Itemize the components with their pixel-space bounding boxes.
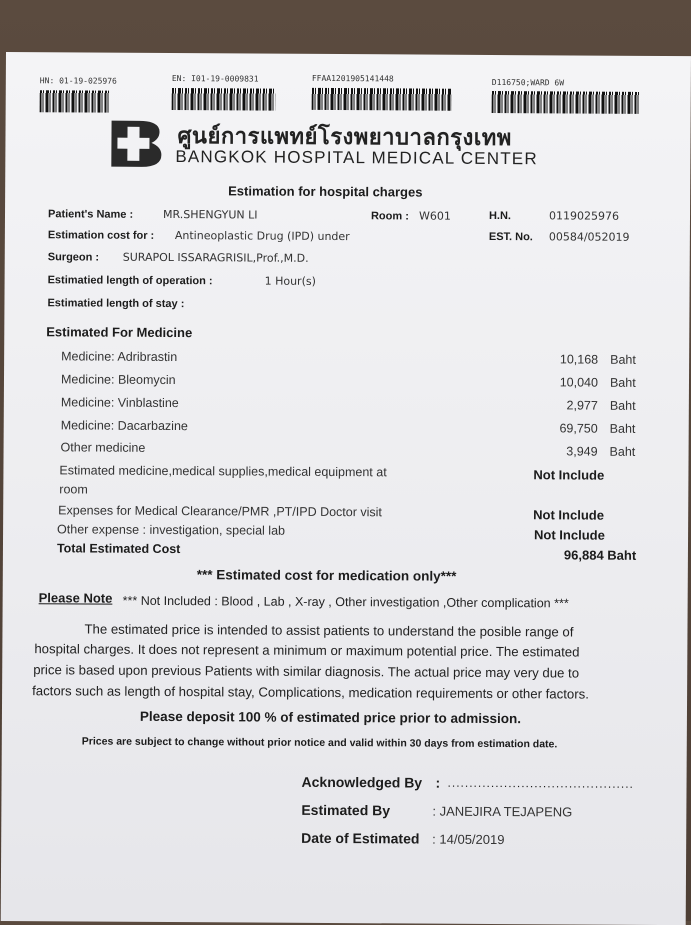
room-label: Room : — [370, 210, 409, 223]
medicine-item-label: Other medicine — [60, 440, 146, 455]
disclaimer-line: factors such as length of hospital stay, Complications, medication requirements or other factors. — [32, 683, 589, 702]
disclaimer-line: hospital charges. It does not represent a minimum or maximum potential price. The estimated — [34, 641, 580, 660]
deposit-notice: Please deposit 100 % of estimated price prior to admission. — [139, 708, 522, 727]
note-not-included: *** Not Included : Blood , Lab , X-ray , Other investigation ,Other complication *** — [122, 593, 569, 611]
medicine-item-unit: Baht — [610, 352, 636, 367]
estimated-by-label: Estimated By — [301, 801, 391, 819]
medicine-item-label: Medicine: Bleomycin — [60, 372, 176, 388]
medicine-item-label: Medicine: Vinblastine — [60, 395, 179, 411]
barcode-en-label: EN: I01-19-0009831 — [171, 74, 259, 84]
hospital-name-english: BANGKOK HOSPITAL MEDICAL CENTER — [175, 147, 538, 169]
hospital-logo-icon — [109, 117, 165, 169]
barcode-ward — [492, 91, 640, 114]
surgeon-value: SURAPOL ISSARAGRISIL,Prof.,M.D. — [122, 250, 309, 265]
medicine-item-amount: 10,040 — [559, 375, 599, 390]
medicine-item-amount: 3,949 — [566, 444, 598, 459]
barcode-hn-label: HN: 01-19-025976 — [39, 76, 117, 86]
estimate-document — [1, 52, 691, 925]
note-title: Please Note — [38, 590, 113, 606]
supplies-value: Not Include — [533, 467, 605, 483]
medicine-item-unit: Baht — [609, 398, 636, 413]
barcode-hn — [40, 90, 110, 112]
hn-value: 0119025976 — [548, 209, 620, 223]
estimated-by-value: : JANEJIRA TEJAPENG — [432, 803, 573, 820]
est-no-value: 00584/052019 — [548, 230, 630, 244]
prices-notice: Prices are subject to change without prior notice and valid within 30 days from estimation date. — [81, 735, 558, 751]
operation-length-value: 1 Hour(s) — [264, 274, 316, 288]
date-estimated-label: Date of Estimated — [301, 829, 420, 847]
barcode-en — [172, 88, 276, 111]
other-expense-label: Other expense : investigation, special lab — [57, 522, 286, 538]
estimation-for-value: Antineoplastic Drug (IPD) under — [174, 229, 350, 244]
supplies-label-cont: room — [59, 482, 88, 497]
medicine-item-amount: 69,750 — [559, 421, 598, 436]
total-value: 96,884 Baht — [563, 547, 637, 563]
medicine-item-label: Medicine: Adribrastin — [61, 349, 178, 365]
room-value: W601 — [418, 209, 451, 223]
operation-length-label: Estimatied length of operation : — [47, 274, 213, 288]
page-title: Estimation for hospital charges — [228, 183, 423, 200]
disclaimer-line: The estimated price is intended to assist patients to understand the posible range of — [84, 621, 574, 640]
clearance-label: Expenses for Medical Clearance/PMR ,PT/IPD Doctor visit — [58, 503, 382, 520]
total-label: Total Estimated Cost — [56, 541, 181, 557]
surgeon-label: Surgeon : — [47, 251, 100, 264]
hospital-name-thai: ศูนย์การแพทย์โรงพยาบาลกรุงเทพ — [177, 123, 512, 151]
estimation-for-label: Estimation cost for : — [47, 229, 155, 242]
barcode-ward-label: D116750;WARD 6W — [491, 77, 565, 88]
clearance-value: Not Include — [533, 507, 605, 523]
medicine-item-amount: 10,168 — [559, 352, 599, 367]
medicine-item-unit: Baht — [609, 444, 636, 459]
stay-length-label: Estimatied length of stay : — [47, 297, 185, 311]
barcode-ffaa — [312, 88, 452, 111]
medicine-item-amount: 2,977 — [566, 398, 598, 413]
medicine-section-title: Estimated For Medicine — [46, 324, 193, 341]
medicine-item-unit: Baht — [609, 421, 636, 436]
date-estimated-value: : 14/05/2019 — [432, 831, 505, 848]
acknowledged-by-colon: : — [435, 774, 441, 791]
acknowledged-by-signature-line: ........................................... — [447, 775, 634, 791]
est-no-label: EST. No. — [488, 230, 533, 244]
patient-name-value: MR.SHENGYUN LI — [162, 207, 258, 222]
supplies-label: Estimated medicine,medical supplies,medical equipment at — [59, 463, 387, 480]
disclaimer-line: price is based upon previous Patients with similar diagnosis. The actual price may very due to — [33, 662, 580, 681]
other-expense-value: Not Include — [534, 527, 605, 543]
estimated-only-banner: *** Estimated cost for medication only*** — [196, 567, 457, 584]
barcode-ffaa-label: FFAA1201905141448 — [311, 73, 394, 84]
acknowledged-by-label: Acknowledged By — [301, 773, 423, 791]
hn-label: H.N. — [488, 209, 512, 223]
medicine-item-label: Medicine: Dacarbazine — [60, 418, 188, 434]
medicine-item-unit: Baht — [609, 375, 636, 390]
patient-name-label: Patient's Name : — [47, 208, 134, 221]
